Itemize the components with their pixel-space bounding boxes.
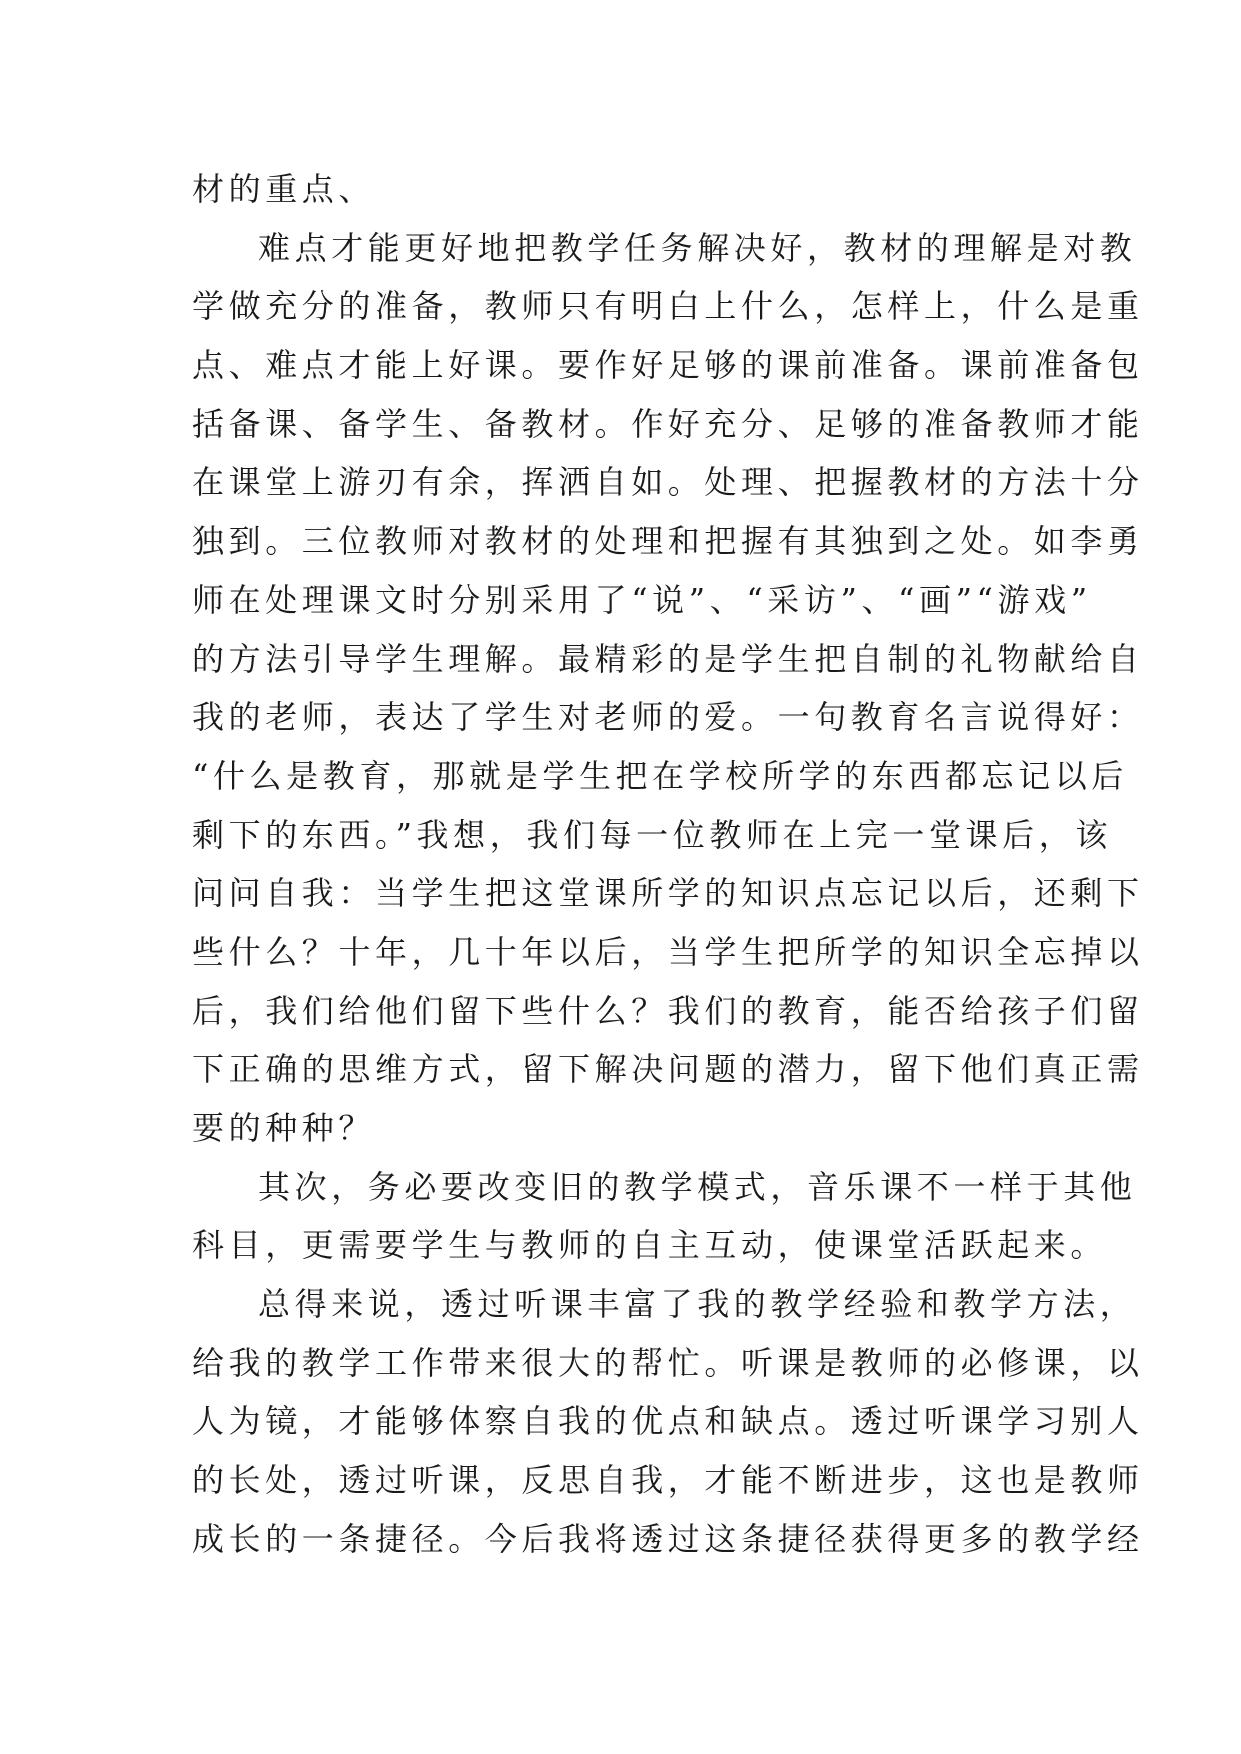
text-line: 给我的教学工作带来很大的帮忙。听课是教师的必修课，以	[192, 1343, 1144, 1382]
text-line: 材的重点、	[192, 170, 376, 208]
text-line: 总得来说，透过听课丰富了我的教学经验和教学方法，	[258, 1285, 1137, 1324]
text-line: 独到。三位教师对教材的处理和把握有其独到之处。如李勇	[192, 522, 1144, 561]
text-line: 科目，更需要学生与教师的自主互动，使课堂活跃起来。	[192, 1226, 1108, 1265]
text-line: 下正确的思维方式，留下解决问题的潜力，留下他们真正需	[192, 1050, 1144, 1089]
text-line: 难点才能更好地把教学任务解决好，教材的理解是对教	[258, 228, 1137, 267]
text-line: 剩下的东西。”我想，我们每一位教师在上完一堂课后，该	[192, 815, 1112, 854]
text-line: 人为镜，才能够体察自我的优点和缺点。透过听课学习别人	[192, 1402, 1144, 1441]
text-line: 括备课、备学生、备教材。作好充分、足够的准备教师才能	[192, 404, 1144, 443]
text-line: 的长处，透过听课，反思自我，才能不断进步，这也是教师	[192, 1461, 1144, 1500]
text-line: 要的种种？	[192, 1109, 376, 1147]
text-line: 后，我们给他们留下些什么？我们的教育，能否给孩子们留	[192, 991, 1144, 1030]
text-line: 的方法引导学生理解。最精彩的是学生把自制的礼物献给自	[192, 639, 1144, 678]
text-line: 在课堂上游刃有余，挥洒自如。处理、把握教材的方法十分	[192, 463, 1144, 502]
text-line: 成长的一条捷径。今后我将透过这条捷径获得更多的教学经	[192, 1519, 1144, 1558]
text-line: 学做充分的准备，教师只有明白上什么，怎样上，什么是重	[192, 287, 1144, 326]
text-line: 点、难点才能上好课。要作好足够的课前准备。课前准备包	[192, 346, 1144, 385]
text-line: 师在处理课文时分别采用了“说”、“采访”、“画”“游戏”	[192, 580, 1092, 619]
text-line: 些什么？十年，几十年以后，当学生把所学的知识全忘掉以	[192, 932, 1144, 971]
text-line: 我的老师，表达了学生对老师的爱。一句教育名言说得好：	[192, 698, 1144, 737]
text-line: 问问自我：当学生把这堂课所学的知识点忘记以后，还剩下	[192, 874, 1144, 913]
text-line: “什么是教育，那就是学生把在学校所学的东西都忘记以后	[192, 756, 1128, 795]
text-line: 其次，务必要改变旧的教学模式，音乐课不一样于其他	[258, 1167, 1137, 1206]
body-text	[192, 160, 1144, 1569]
